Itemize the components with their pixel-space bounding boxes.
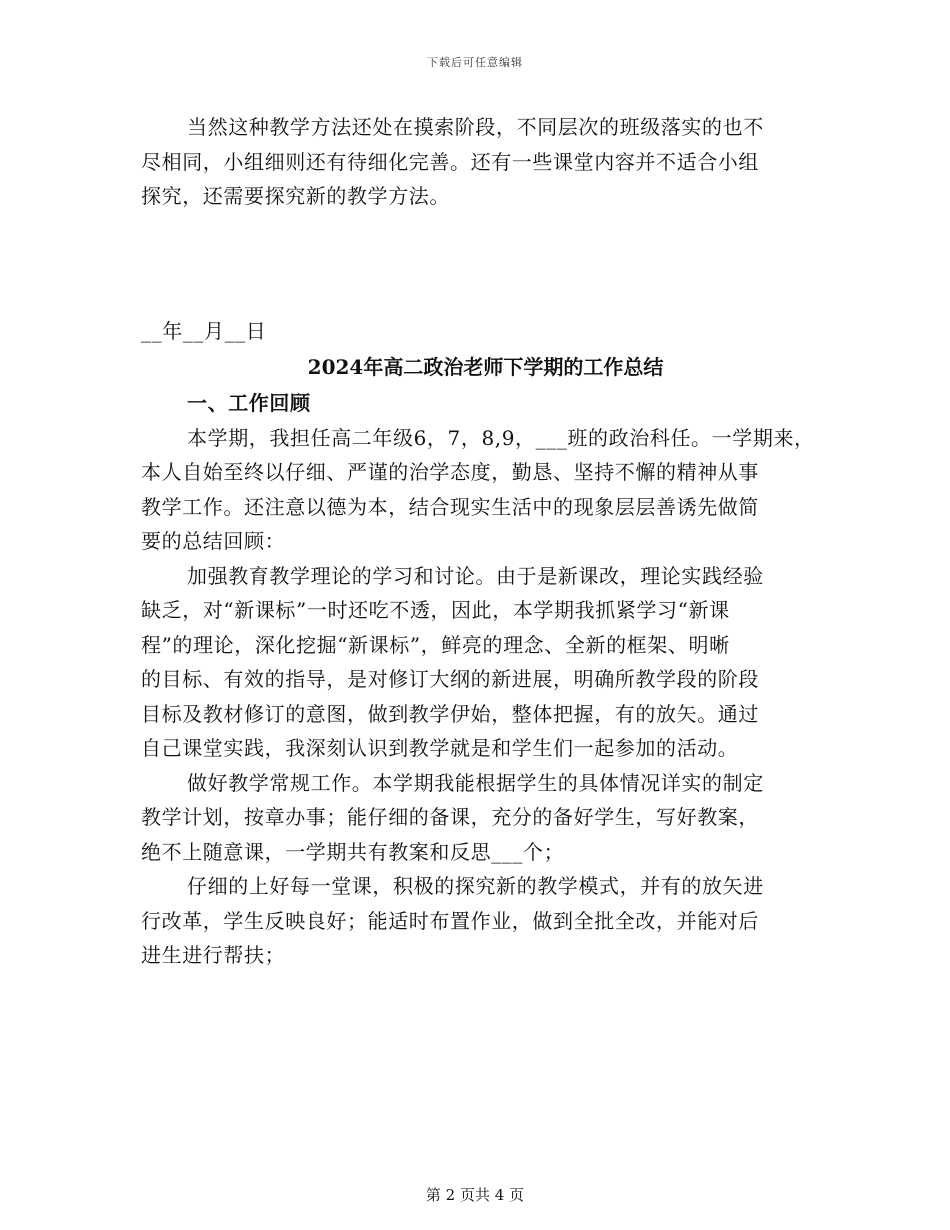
paragraph-line: 的目标、有效的指导，是对修订大纲的新进展，明确所教学段的阶段 [141, 667, 759, 691]
section-heading: 一、工作回顾 [187, 391, 311, 415]
paragraph-line: 自己课堂实践，我深刻认识到教学就是和学生们一起参加的活动。 [141, 736, 739, 760]
paragraph-4 [141, 869, 806, 973]
paragraph-line: 本人自始至终以仔细、严谨的治学态度，勤恳、坚持不懈的精神从事 [141, 460, 759, 484]
paragraph-line: 进生进行帮扶； [141, 943, 286, 967]
blank-space [141, 214, 806, 314]
document-title: 2024年高二政治老师下学期的工作总结 [307, 355, 664, 379]
page-header-note: 下载后可任意编辑 [427, 56, 523, 69]
paragraph-3 [141, 766, 806, 870]
paragraph-line: 绝不上随意课，一学期共有教案和反思___个； [141, 839, 565, 864]
paragraph-line: 仔细的上好每一堂课，积极的探究新的教学模式，并有的放矢进 [187, 874, 764, 898]
date-line: __年__月__日 [141, 318, 267, 343]
paragraph-1 [141, 421, 815, 559]
paragraph-line: 缺乏，对“新课标”一时还吃不透，因此，本学期我抓紧学习“新课 [141, 598, 730, 622]
paragraph-line: 行改革，学生反映良好；能适时布置作业，做到全批全改，并能对后 [141, 908, 759, 933]
paragraph-line: 探究，还需要探究新的教学方法。 [141, 184, 450, 208]
paragraph-line: 目标及教材修订的意图，做到教学伊始，整体把握，有的放矢。通过 [141, 701, 759, 726]
paragraph-line: 要的总结回顾： [141, 529, 286, 553]
top-paragraph [141, 110, 806, 214]
paragraph-line: 做好教学常规工作。本学期我能根据学生的具体情况详实的制定 [187, 770, 764, 795]
paragraph-2 [141, 559, 806, 766]
page-number-footer: 第 2 页共 4 页 [425, 1186, 525, 1204]
paragraph-line: 教学工作。还注意以德为本，结合现实生活中的现象层层善诱先做简 [141, 494, 759, 519]
paragraph-line: 本学期，我担任高二年级6，7，8,9，___班的政治科任。一学期来， [187, 425, 815, 450]
paragraph-line: 教学计划，按章办事；能仔细的备课，充分的备好学生，写好教案， [141, 805, 759, 829]
paragraph-line: 程”的理论，深化挖掘“新课标”，鲜亮的理念、全新的框架、明晰 [141, 632, 730, 657]
paragraph-line: 尽相同，小组细则还有待细化完善。还有一些课堂内容并不适合小组 [141, 149, 759, 174]
paragraph-line: 加强教育教学理论的学习和讨论。由于是新课改，理论实践经验 [187, 563, 764, 588]
document-body [141, 110, 815, 973]
paragraph-line: 当然这种教学方法还处在摸索阶段，不同层次的班级落实的也不 [187, 115, 764, 139]
